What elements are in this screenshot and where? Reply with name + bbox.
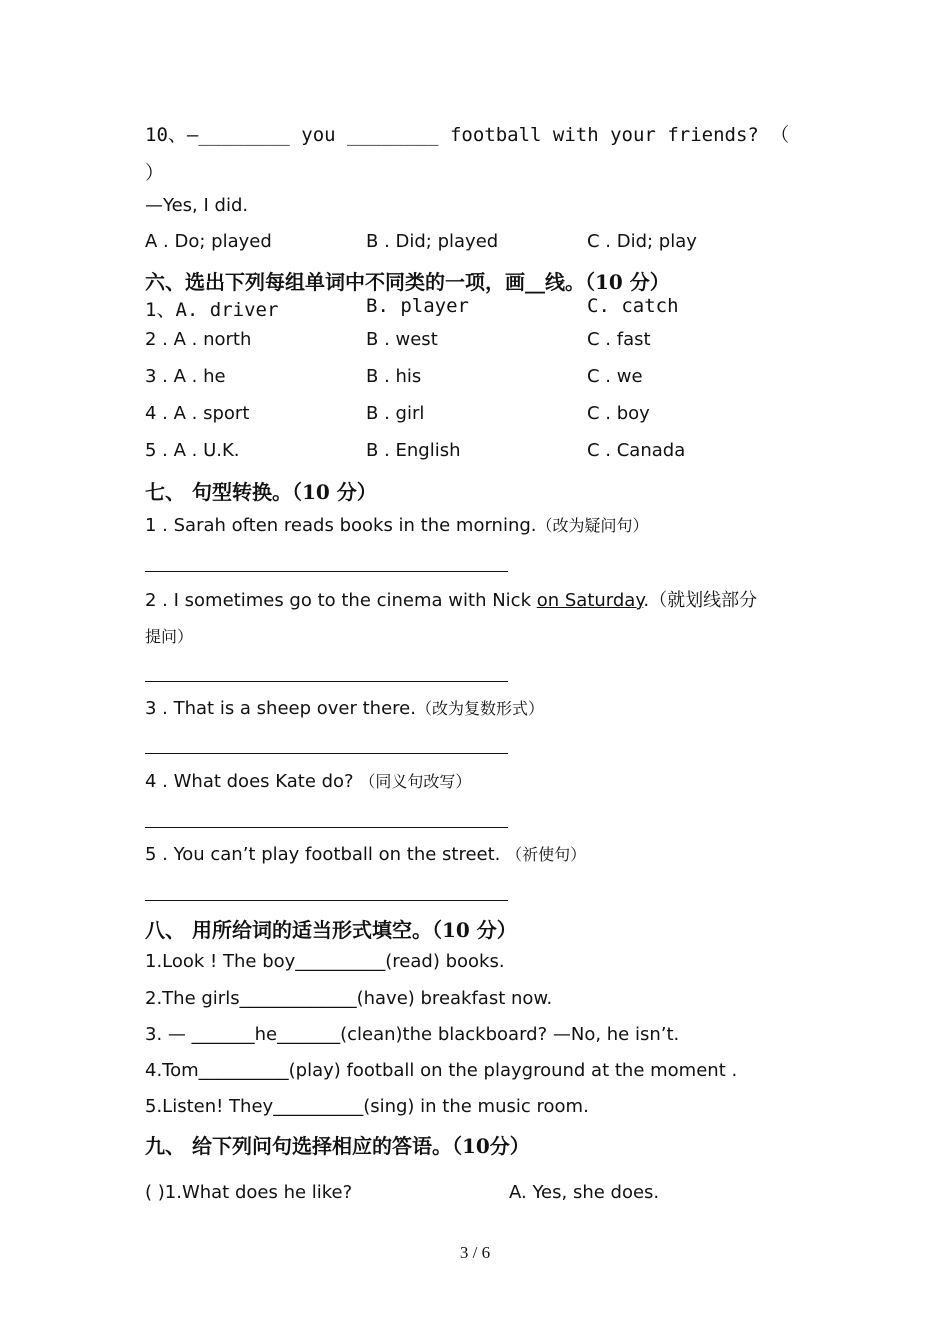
s7-q2-underlined: on Saturday [536,590,644,611]
s9-a1: A. Yes, she does. [509,1182,660,1203]
q10-option-c: C . Did; play [587,231,697,252]
q10-question: 10、—________ you ________ football with your friends? （ [145,124,790,146]
s6-row5-b: B . English [366,440,461,461]
s6-row2-b: B . west [366,329,438,350]
s7-q5 [145,842,586,865]
s7-q5-answer-line [145,900,508,901]
s7-q3-text: 3 . That is a sheep over there. [145,698,416,719]
s7-q5-text: 5 . You can’t play football on the street. [145,844,507,865]
s6-row3-b: B . his [366,366,422,387]
s7-q3-answer-line [145,753,508,754]
s7-q4-note: （同义句改写） [359,772,472,791]
s6-row2-a: 2 . A . north [145,329,252,350]
s8-item-1: 1.Look ! The boy__________(read) books. [145,951,505,972]
s7-q3-note: （改为复数形式） [415,699,544,718]
s6-row5-c: C . Canada [587,440,686,461]
page-number: 3 / 6 [459,1243,491,1262]
s7-q2-text: 2 . I sometimes go to the cinema with Nick [145,590,537,611]
s6-row1-c: C. catch [587,295,679,317]
q10-answer: —Yes, I did. [145,195,249,216]
s7-q2-period: . [643,590,650,611]
q10-option-b: B . Did; played [366,231,499,252]
q10-option-a: A . Do; played [145,231,272,252]
s6-row4-b: B . girl [366,403,425,424]
s7-q2-answer-line [145,681,508,682]
s7-q4 [145,769,471,792]
s7-q1-answer-line [145,571,508,572]
s8-item-5: 5.Listen! They__________(sing) in the music room. [145,1096,589,1117]
s9-q1: ( )1.What does he like? [145,1182,353,1203]
section7-heading: 七、 句型转换。（10 分） [145,480,377,504]
s7-q1 [145,513,649,536]
section8-heading: 八、 用所给词的适当形式填空。（10 分） [145,918,517,942]
section6-heading: 六、选出下列每组单词中不同类的一项，画__线。（10 分） [145,270,670,294]
s7-q4-answer-line [145,827,508,828]
q10-question-cont: ） [145,162,165,184]
s8-item-2: 2.The girls_____________(have) breakfast now. [145,988,553,1009]
s8-item-4: 4.Tom__________(play) football on the playground at the moment . [145,1060,738,1081]
s6-row4-c: C . boy [587,403,650,424]
s7-q1-note: （改为疑问句） [536,516,649,535]
s6-row1-a: 1、A. driver [145,299,279,321]
s7-q5-note: （祈使句） [506,845,587,864]
s7-q2-note1: （就划线部分 [649,590,758,611]
s6-row5-a: 5 . A . U.K. [145,440,240,461]
s7-q3 [145,696,544,719]
s6-row3-a: 3 . A . he [145,366,226,387]
s7-q2 [145,586,757,612]
s6-row3-c: C . we [587,366,643,387]
section9-heading: 九、 给下列问句选择相应的答语。（10分） [145,1134,530,1158]
s8-item-3: 3. — _______he_______(clean)the blackboard? —No, he isn’t. [145,1024,680,1045]
s6-row2-c: C . fast [587,329,651,350]
s7-q4-text: 4 . What does Kate do? [145,771,360,792]
s7-q2-note2: 提问） [145,627,194,646]
s6-row4-a: 4 . A . sport [145,403,250,424]
s7-q1-text: 1 . Sarah often reads books in the morning. [145,515,537,536]
s6-row1-b: B. player [366,295,469,317]
